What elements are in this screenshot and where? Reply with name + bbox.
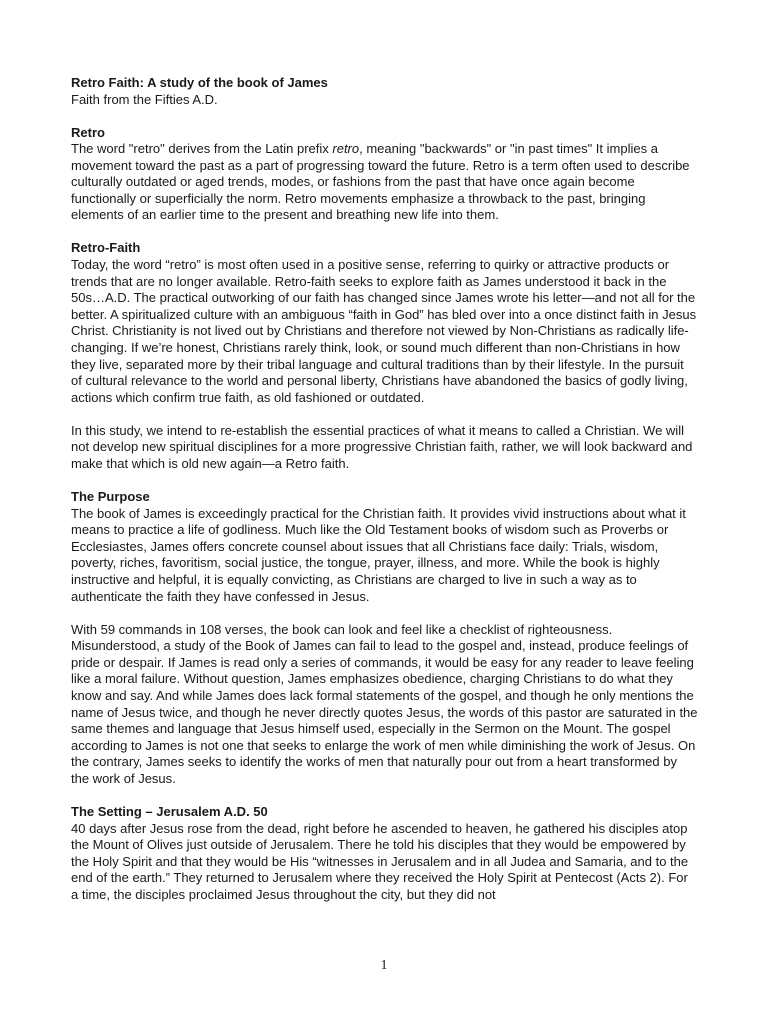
paragraph: 40 days after Jesus rose from the dead, right before he ascended to heaven, he gathered his disciples atop the Mount of Olives just outside of Jerusalem. There he told his disciples that they would be empowered by the Holy Spirit and that they would be His “witnesses in Jerusalem and in all Judea and Samaria, and to the end of the earth.” They returned to Jerusalem where they received the Holy Spirit at Pentecost (Acts 2). For a time, the disciples proclaimed Jesus throughout the city, but they did not: [71, 820, 689, 902]
section-retro-faith: [71, 240, 698, 472]
section-heading: The Purpose: [71, 489, 150, 505]
paragraph-emphasis: retro: [332, 141, 360, 156]
paragraph: With 59 commands in 108 verses, the book can look and feel like a checklist of righteousness. Misunderstood, a study of the Book of James can fail to lead to the gospel and, instead, produce feelings of pride or despair. If James is read only a series of commands, it would be easy for any reader to leave feeling like a moral failure. Without question, James emphasizes obedience, charging Christians to do what they know and say. And while James does lack formal statements of the gospel, and though he only mentions the name of Jesus twice, and though he never directly quotes Jesus, the words of this pastor are saturated in the same themes and language that Jesus himself used, especially in the Sermon on the Mount. The gospel according to James is not one that seeks to enlarge the work of men while diminishing the work of Jesus. On the contrary, James seeks to identify the works of men that naturally pour out from a heart transformed by the work of Jesus.: [71, 621, 698, 786]
section-purpose: [71, 489, 698, 788]
paragraph: [71, 141, 698, 224]
section-heading: Retro: [71, 124, 105, 140]
paragraph-text: The word "retro" derives from the Latin prefix: [71, 141, 333, 156]
paragraph-text: , meaning "backwards" or "in past times" It implies a movement toward the past as a part of progressing toward the future. Retro is a term often used to describe culturally outdated or aged trends, modes, or fashions from the past that have once again become functionally or superficially the norm. Retro movements emphasize a throwback to the past, bringing elements of an earlier time to the present and breathing new life into them.: [71, 141, 690, 223]
document-subtitle: Faith from the Fifties A.D.: [71, 91, 218, 107]
section-setting: [71, 804, 698, 903]
section-heading: The Setting – Jerusalem A.D. 50: [71, 804, 268, 820]
section-heading: Retro-Faith: [71, 240, 141, 256]
paragraph: Today, the word “retro” is most often used in a positive sense, referring to quirky or attractive products or trends that are no longer available. Retro-faith seeks to explore faith as James understood it back in the 50s…A.D. The practical outworking of our faith has changed since James wrote his letter—and not all for the better. A spiritualized culture with an ambiguous “faith in God” has bled over into a once distinct faith in Jesus Christ. Christianity is not lived out by Christians and therefore not viewed by Non-Christians as radically life-changing. If we’re honest, Christians rarely think, look, or sound much different than non-Christians in how they live, separated more by their tribal language and cultural traditions than by their lifestyle. In the pursuit of cultural relevance to the world and personal liberty, Christians have abandoned the basics of godly living, actions which confirm true faith, as old fashioned or outdated.: [71, 256, 697, 405]
paragraph: The book of James is exceedingly practical for the Christian faith. It provides vivid instructions about what it means to practice a life of godliness. Much like the Old Testament books of wisdom such as Proverbs or Ecclesiastes, James offers concrete counsel about issues that all Christians face daily: Trials, wisdom, poverty, riches, favoritism, social justice, the tongue, prayer, illness, and more. While the book is highly instructive and helpful, it is equally convicting, as Christians are charged to live in such a way as to authenticate the faith they have confessed in Jesus.: [71, 505, 686, 604]
section-retro: [71, 125, 698, 224]
paragraph: In this study, we intend to re-establish the essential practices of what it means to called a Christian. We will not develop new spiritual disciplines for a more progressive Christian faith, rather, we will look backward and make that which is old new again—a Retro faith.: [71, 422, 693, 471]
page-number: 1: [380, 958, 388, 973]
document-title: Retro Faith: A study of the book of James: [71, 75, 328, 90]
